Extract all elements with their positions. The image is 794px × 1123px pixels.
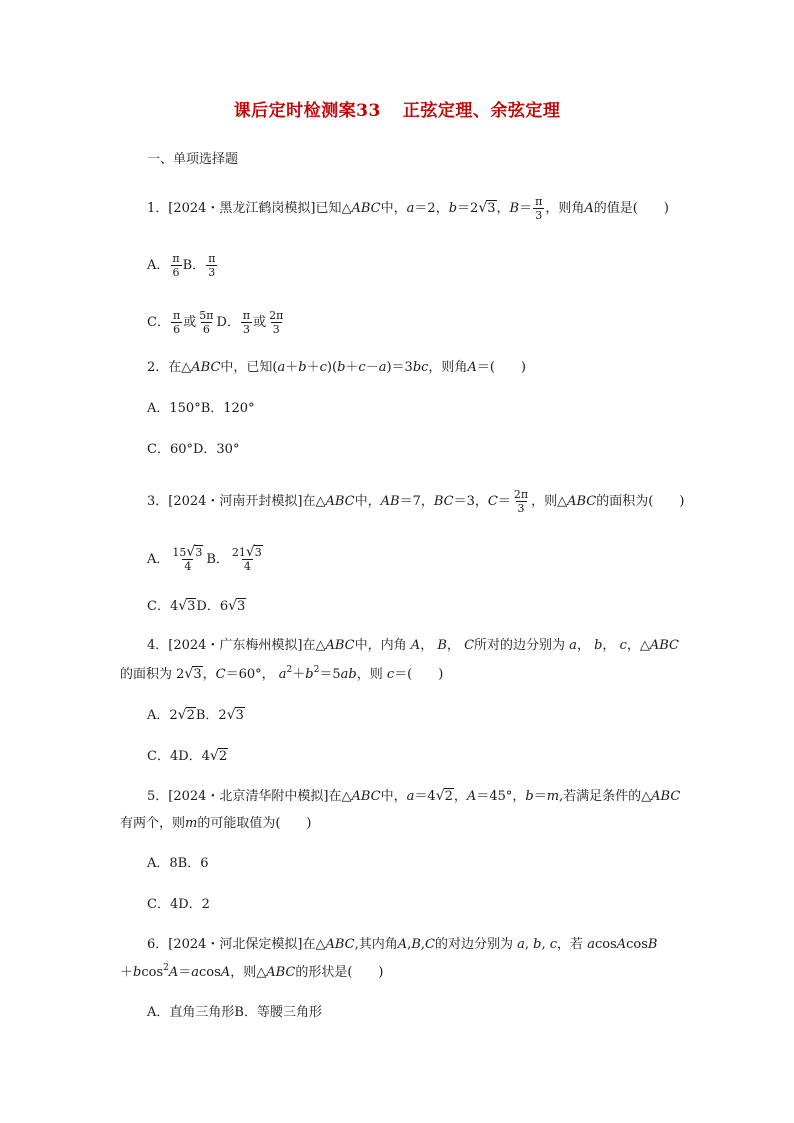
question-4-stem-line1: 4．[2024・广东梅州模拟]在△ABC中，内角 A， B， C所对的边分别为 a， b， c，△ABC	[147, 638, 679, 653]
section-heading: 一、单项选择题	[147, 152, 239, 167]
question-6-stem-line1: 6．[2024・河北保定模拟]在△ABC,其内角A,B,C的对边分别为 a, b, c，若 acosAcosB	[147, 937, 658, 952]
question-4-stem-line2: 的面积为 2√3，C＝60°， $a^2+b^2=5ab$，则 c＝( )	[120, 665, 444, 682]
question-5-options-cd: C．4D．2	[147, 897, 210, 912]
question-1-options-cd: C． $\frac{\pi}{6}$ 或 $\frac{5\pi}{6}$ D． $\frac{\pi}{3}$ 或 $\frac{2\pi}{3}$	[147, 309, 284, 336]
question-1-stem: 1．[2024・黑龙江鹤岗模拟]已知△ABC中，a＝2，b＝2√3，B＝ $\frac{\pi}{3}$ ，则角A的值是( )	[147, 195, 669, 222]
question-4-options-cd: C．4D．4√2	[147, 748, 228, 764]
question-2-stem: 2．在△ABC中，已知(a＋b＋c)(b＋c－a)＝3bc，则角A＝( )	[147, 360, 526, 375]
question-1-options-ab: A． $\frac{\pi}{6}$ B． $\frac{\pi}{3}$	[147, 252, 216, 279]
question-2-options-cd: C．60°D．30°	[147, 442, 240, 457]
question-3-options-ab: A． $\frac{15√3}{4}$ B． $\frac{21√3}{4}$	[147, 544, 262, 573]
question-2-options-ab: A．150°B．120°	[147, 401, 255, 416]
question-6-stem-line2: ＋bcos$^2$A＝acosA，则△ABC的形状是( )	[120, 963, 384, 980]
question-5-options-ab: A．8B．6	[147, 856, 209, 871]
question-3-options-cd: C．4√3D．6√3	[147, 598, 246, 614]
question-6-options-ab: A．直角三角形B．等腰三角形	[147, 1005, 322, 1020]
page-title: 课后定时检测案33 正弦定理、余弦定理	[233, 101, 561, 121]
question-4-options-ab: A．2√2B．2√3	[147, 707, 244, 723]
question-5-stem-line1: 5．[2024・北京清华附中模拟]在△ABC中，a＝4√2，A＝45°，b＝m,若满足条件的△ABC	[147, 788, 681, 804]
question-3-stem: 3．[2024・河南开封模拟]在△ABC中，AB＝7，BC＝3，C＝ $\frac{2\pi}{3}$ ，则△ABC的面积为( )	[147, 488, 685, 515]
question-5-stem-line2: 有两个，则m的可能取值为( )	[120, 816, 312, 831]
